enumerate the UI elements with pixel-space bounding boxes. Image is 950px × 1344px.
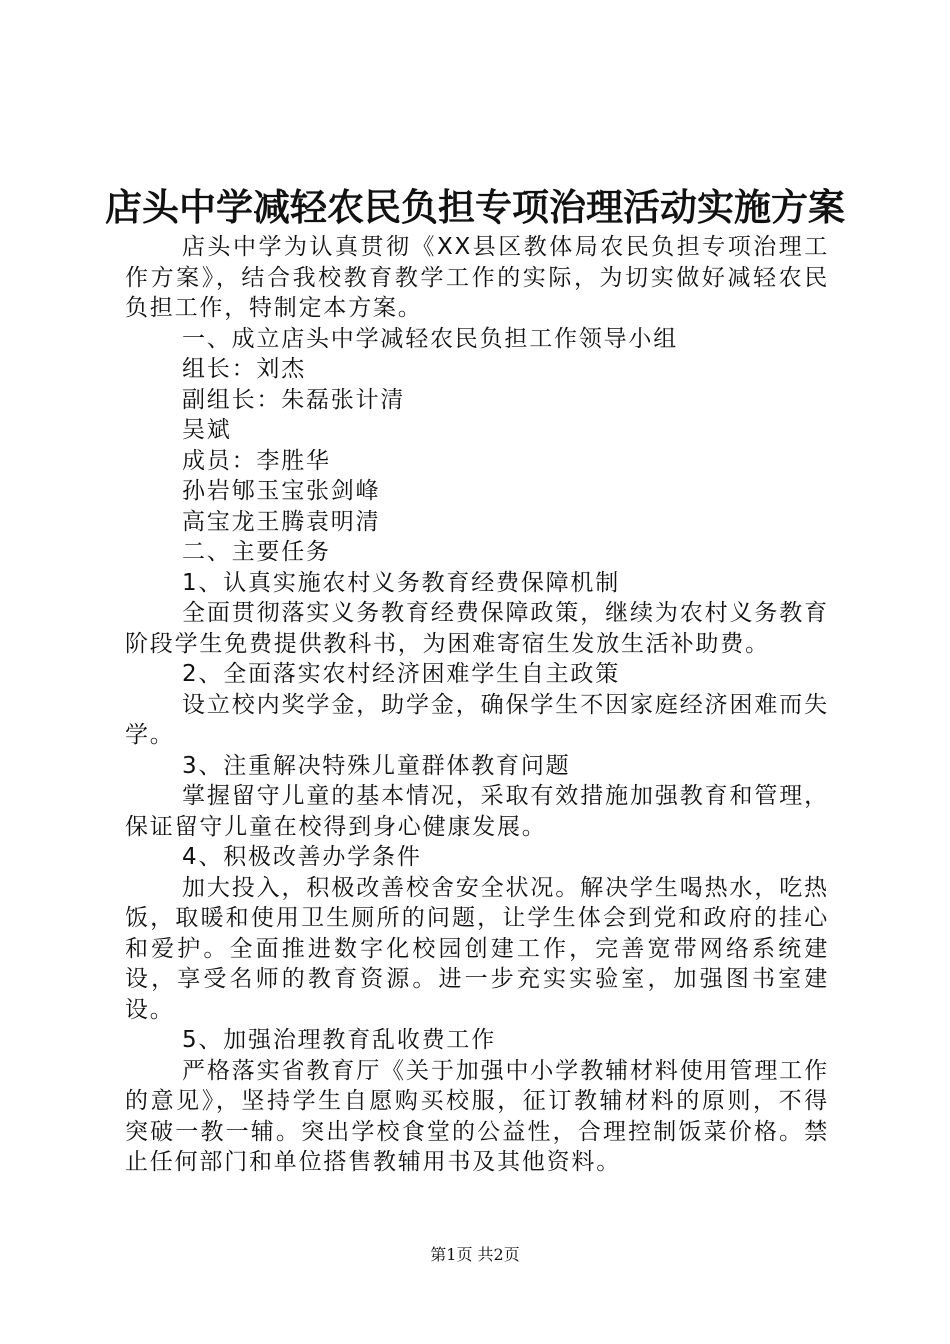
page-footer: 第1页 共2页 <box>430 1245 520 1264</box>
task-paragraph-3: 掌握留守儿童的基本情况，采取有效措施加强教育和管理，保证留守儿童在校得到身心健康发展。 <box>125 783 829 840</box>
leader-line: 组长：刘杰 <box>182 356 306 382</box>
members-line-3: 高宝龙王腾袁明清 <box>182 508 381 535</box>
task-heading-1: 1、认真实施农村义务教育经费保障机制 <box>182 569 621 596</box>
task-heading-5: 5、加强治理教育乱收费工作 <box>182 1027 497 1053</box>
section-heading-1: 一、成立店头中学减轻农民负担工作领导小组 <box>182 325 678 352</box>
deputy-leader-line-2: 吴斌 <box>182 417 232 443</box>
task-paragraph-1: 全面贯彻落实义务教育经费保障政策，继续为农村义务教育阶段学生免费提供教科书，为困难寄宿生发放生活补助费。 <box>125 600 829 657</box>
document-body <box>125 232 829 1178</box>
section-heading-2: 二、主要任务 <box>182 539 331 565</box>
deputy-leader-line: 副组长：朱磊张计清 <box>182 386 406 413</box>
task-heading-2: 2、全面落实农村经济困难学生自主政策 <box>182 661 621 687</box>
task-paragraph-2: 设立校内奖学金，助学金，确保学生不因家庭经济困难而失学。 <box>125 691 829 748</box>
task-heading-4: 4、积极改善办学条件 <box>182 844 422 870</box>
task-paragraph-4: 加大投入，积极改善校舍安全状况。解决学生喝热水，吃热饭，取暖和使用卫生厕所的问题，让学生体会到党和政府的挂心和爱护。全面推进数字化校园创建工作，完善宽带网络系统建设，享受名师的教育资源。进一步充实实验室，加强图书室建设。 <box>125 874 829 1023</box>
members-line: 成员：李胜华 <box>182 447 331 474</box>
intro-paragraph: 店头中学为认真贯彻《XX县区教体局农民负担专项治理工作方案》，结合我校教育教学工作的实际，为切实做好减轻农民负担工作，特制定本方案。 <box>125 234 829 321</box>
task-paragraph-5: 严格落实省教育厅《关于加强中小学教辅材料使用管理工作的意见》，坚持学生自愿购买校服，征订教辅材料的原则，不得突破一教一辅。突出学校食堂的公益性，合理控制饭菜价格。禁止任何部门和单位搭售教辅用书及其他资料。 <box>125 1057 829 1175</box>
members-line-2: 孙岩郇玉宝张剑峰 <box>182 478 381 504</box>
task-heading-3: 3、注重解决特殊儿童群体教育问题 <box>182 752 571 779</box>
document-title: 店头中学减轻农民负担专项治理活动实施方案 <box>105 185 845 229</box>
